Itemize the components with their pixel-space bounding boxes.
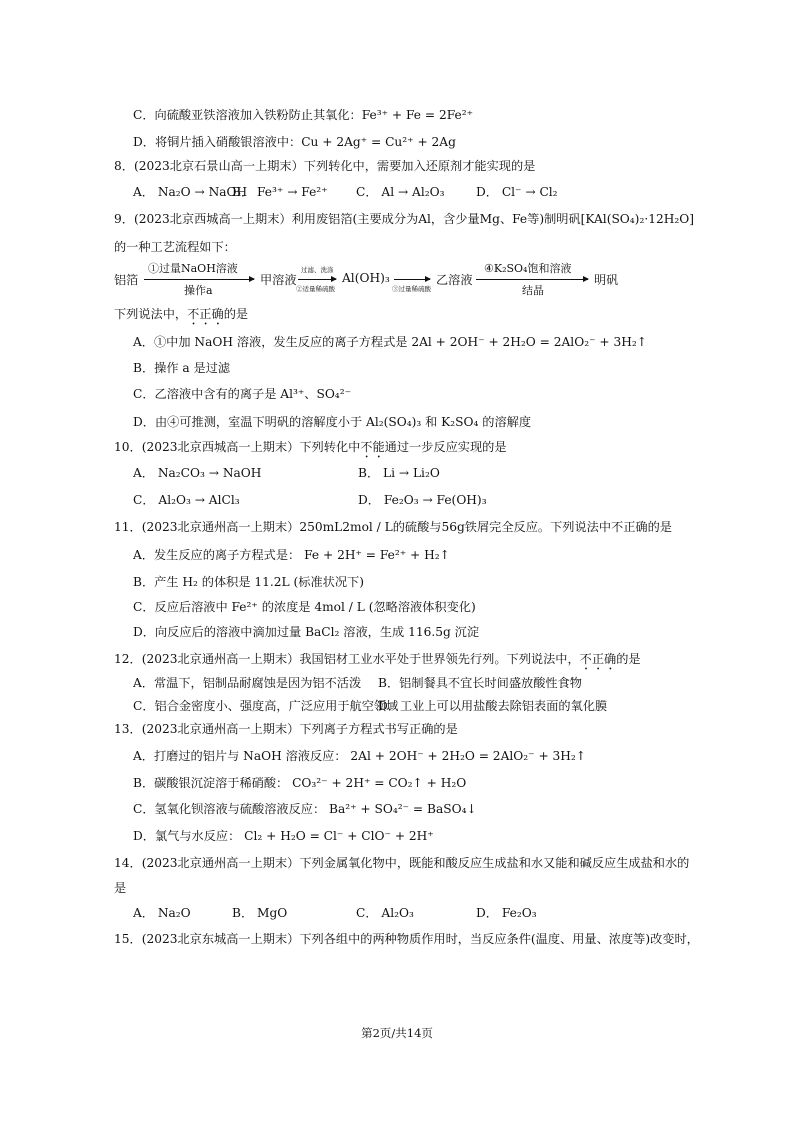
q13-option-a: A．打磨过的铝片与 NaOH 溶液反应： 2Al + 2OH⁻ + 2H₂O = 2AlO₂⁻ + 3H₂↑ (133, 749, 587, 763)
q9-ask (114, 305, 248, 328)
q9-stem-line2: 的一种工艺流程如下： (114, 240, 236, 254)
flow-step3-reagent: ③过量稀硫酸 (392, 285, 431, 293)
q8-option-b: B． Fe³⁺ → Fe²⁺ (232, 185, 328, 199)
q10-stem-post: 通过一步反应实现的是 (384, 440, 507, 454)
q9-ask-pre: 下列说法中， (114, 307, 188, 321)
q11-option-c: C．反应后溶液中 Fe²⁺ 的浓度是 4mol / L (忽略溶液体积变化) (133, 600, 476, 614)
flow-arrow-4 (476, 279, 588, 280)
q12-stem-pre: 12．(2023北京通州高一上期末）我国铝材工业水平处于世界领先行列。下列说法中， (114, 652, 580, 666)
q13-option-b: B．碳酸银沉淀溶于稀硝酸： CO₃²⁻ + 2H⁺ = CO₂↑ + H₂O (133, 776, 467, 790)
flow-step2-wash: 过滤、洗涤 (301, 266, 334, 274)
q12-option-a: A．常温下，铝制品耐腐蚀是因为铝不活泼 (133, 676, 362, 690)
flow-node-aluminum-foil: 铝箔 (114, 273, 139, 287)
q14-stem-line2: 是 (114, 881, 127, 895)
q13-option-c: C．氢氧化钡溶液与硫酸溶液反应： Ba²⁺ + SO₄²⁻ = BaSO₄↓ (133, 802, 477, 816)
q7-option-d: D．将铜片插入硝酸银溶液中：Cu + 2Ag⁺ = Cu²⁺ + 2Ag (133, 135, 456, 149)
flow-node-solution-b: 乙溶液 (436, 273, 473, 287)
q9-option-d: D．由④可推测，室温下明矾的溶解度小于 Al₂(SO₄)₃ 和 K₂SO₄ 的溶解度 (133, 415, 532, 429)
q12-option-c: C．铝合金密度小、强度高，广泛应用于航空领域 (133, 699, 399, 713)
flow-step1-reagent: ①过量NaOH溶液 (148, 262, 238, 275)
flow-step2-reagent: ②适量稀硫酸 (296, 285, 335, 293)
q12-stem (114, 650, 641, 673)
q14-option-a: A． Na₂O (133, 906, 191, 920)
q11-option-a: A．发生反应的离子方程式是： Fe + 2H⁺ = Fe²⁺ + H₂↑ (133, 548, 450, 562)
process-flow-diagram (114, 262, 634, 298)
q12-option-d: D．工业上可以用盐酸去除铝表面的氧化膜 (378, 699, 608, 713)
q7-option-c: C．向硫酸亚铁溶液加入铁粉防止其氧化：Fe³⁺ + Fe = 2Fe²⁺ (133, 108, 474, 122)
q10-stem (114, 438, 507, 461)
q10-option-b: B． Li → Li₂O (358, 466, 440, 480)
page-footer: 第2页/共14页 (361, 1026, 433, 1040)
q10-option-c: C． Al₂O₃ → AlCl₃ (133, 493, 240, 507)
flow-node-solution-a: 甲溶液 (260, 273, 297, 287)
flow-step1-operation: 操作a (184, 284, 213, 297)
q12-stem-emphasis: 不正确 (579, 652, 617, 666)
flow-step4-reagent: ④K₂SO₄饱和溶液 (484, 262, 572, 275)
q12-stem-post: 的是 (616, 652, 641, 666)
q13-option-d: D．氯气与水反应： Cl₂ + H₂O = Cl⁻ + ClO⁻ + 2H⁺ (133, 829, 434, 843)
q14-option-c: C． Al₂O₃ (356, 906, 414, 920)
q10-stem-pre: 10．(2023北京西城高一上期末）下列转化中 (114, 440, 361, 454)
flow-step4-operation: 结晶 (522, 284, 544, 297)
flow-node-alum: 明矾 (594, 273, 619, 287)
q10-option-d: D． Fe₂O₃ → Fe(OH)₃ (358, 493, 487, 507)
q9-option-b: B．操作 a 是过滤 (133, 361, 231, 375)
q8-option-c: C． Al → Al₂O₃ (356, 185, 445, 199)
flow-arrow-1 (144, 279, 254, 280)
flow-arrow-3 (394, 279, 430, 280)
q12-option-b: B．铝制餐具不宜长时间盛放酸性食物 (378, 676, 582, 690)
q10-option-a: A． Na₂CO₃ → NaOH (133, 466, 262, 480)
q9-stem-line1: 9．(2023北京西城高一上期末）利用废铝箔(主要成分为Al，含少量Mg、Fe等)制明矾[KAl(SO₄)₂·12H₂O] (114, 212, 694, 226)
q11-stem: 11．(2023北京通州高一上期末）250mL2mol / L的硫酸与56g铁屑完全反应。下列说法中不正确的是 (114, 520, 672, 534)
q11-option-d: D．向反应后的溶液中滴加过量 BaCl₂ 溶液，生成 116.5g 沉淀 (133, 625, 480, 639)
q14-stem-line1: 14．(2023北京通州高一上期末）下列金属氧化物中，既能和酸反应生成盐和水又能和碱反应生成盐和水的 (114, 856, 690, 870)
flow-node-aluminum-hydroxide: Al(OH)₃ (342, 271, 390, 285)
q10-stem-emphasis: 不能 (360, 440, 385, 454)
q11-option-b: B．产生 H₂ 的体积是 11.2L (标准状况下) (133, 575, 364, 589)
q8-option-a: A． Na₂O → NaOH (133, 185, 248, 199)
flow-arrow-2 (298, 279, 336, 280)
q9-ask-post: 的是 (223, 307, 249, 321)
q13-stem: 13．(2023北京通州高一上期末）下列离子方程式书写正确的是 (114, 722, 458, 736)
q9-option-a: A．①中加 NaOH 溶液，发生反应的离子方程式是 2Al + 2OH⁻ + 2H₂O = 2AlO₂⁻ + 3H₂↑ (133, 335, 647, 349)
q14-option-b: B． MgO (232, 906, 288, 920)
q8-stem: 8．(2023北京石景山高一上期末）下列转化中，需要加入还原剂才能实现的是 (114, 159, 536, 173)
q14-option-d: D． Fe₂O₃ (476, 906, 537, 920)
q8-option-d: D． Cl⁻ → Cl₂ (476, 185, 558, 199)
q9-option-c: C．乙溶液中含有的离子是 Al³⁺、SO₄²⁻ (133, 387, 352, 401)
q9-ask-emphasis: 不正确 (187, 307, 224, 321)
q15-stem-line1: 15．(2023北京东城高一上期末）下列各组中的两种物质作用时，当反应条件(温度、用量、浓度等)改变时， (114, 932, 699, 946)
